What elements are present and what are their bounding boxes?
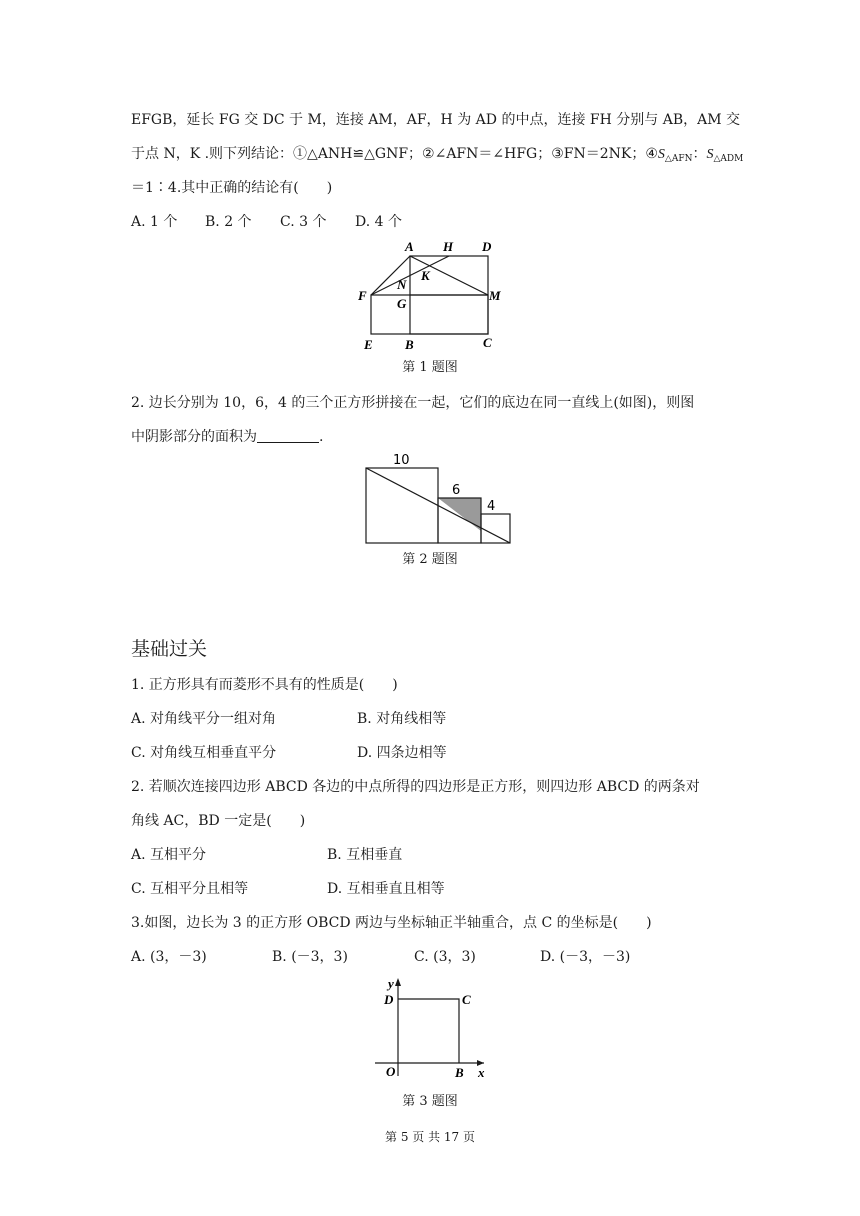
area-sub1: △AFN xyxy=(664,154,693,164)
fig1-label-g: G xyxy=(397,296,407,311)
area-s2: S xyxy=(706,147,714,162)
q1-top-line-2-text: 于点 N，K .则下列结论：①△ANH≌△GNF；②∠AFN＝∠HFG；③FN＝2NK；④ xyxy=(131,146,658,162)
b1-option-a: A. 对角线平分一组对角 xyxy=(131,711,277,727)
fig2-square-4 xyxy=(481,514,510,543)
q2-top-line-1: 2. 边长分别为 10，6，4 的三个正方形拼接在一起，它们的底边在同一直线上(如图)，则图 xyxy=(131,395,695,411)
b2-option-b: B. 互相垂直 xyxy=(327,847,403,863)
b1-stem: 1. 正方形具有而菱形不具有的性质是( ) xyxy=(131,677,398,693)
q1-top-option-d: D. 4 个 xyxy=(355,214,402,230)
fig2-label-6: 6 xyxy=(452,483,461,498)
fig1-label-c: C xyxy=(483,335,492,350)
fig1-label-a: A xyxy=(405,239,414,254)
section-title: 基础过关 xyxy=(131,638,208,660)
figure-3-coordinate-square xyxy=(370,972,490,1084)
page-footer: 第 5 页 共 17 页 xyxy=(385,1130,475,1144)
fig3-caption: 第 3 题图 xyxy=(402,1094,458,1109)
fig1-label-n: N xyxy=(397,277,407,292)
q1-top-line-1: EFGB，延长 FG 交 DC 于 M，连接 AM，AF，H 为 AD 的中点，连接 FH 分别与 AB，AM 交 xyxy=(131,112,741,128)
figure-2-squares xyxy=(358,450,518,546)
q1-top-option-a: A. 1 个 xyxy=(131,214,178,230)
figure-1-geometry xyxy=(350,236,520,354)
q1-top-option-b: B. 2 个 xyxy=(205,214,252,230)
q1-top-line-3: ＝1∶4.其中正确的结论有( ) xyxy=(131,180,333,196)
area-sub2: △ADM xyxy=(713,154,744,164)
fig2-label-4: 4 xyxy=(487,499,496,514)
fig1-label-e: E xyxy=(364,337,373,352)
b3-stem: 3.如图，边长为 3 的正方形 OBCD 两边与坐标轴正半轴重合，点 C 的坐标是( ) xyxy=(131,915,652,931)
b3-option-a: A. (3，－3) xyxy=(131,949,207,965)
answer-blank[interactable] xyxy=(257,428,319,443)
b1-option-d: D. 四条边相等 xyxy=(357,745,447,761)
b2-line-2: 角线 AC，BD 一定是( ) xyxy=(131,813,306,829)
fig2-shaded-region xyxy=(438,498,481,531)
b3-option-d: D. (－3，－3) xyxy=(540,949,631,965)
q2-top-line-2-text: 中阴影部分的面积为 xyxy=(131,429,257,445)
fig3-label-x: x xyxy=(478,1065,485,1080)
fig1-label-d: D xyxy=(482,239,492,254)
fig3-label-b: B xyxy=(455,1065,464,1080)
fig3-y-arrow-icon xyxy=(395,978,401,986)
q2-top-line-2-end: . xyxy=(319,429,324,445)
area-colon: ： xyxy=(692,146,707,162)
q2-top-line-2 xyxy=(131,427,323,447)
fig3-square-edges xyxy=(398,999,459,1063)
b2-option-c: C. 互相平分且相等 xyxy=(131,881,249,897)
fig1-label-f: F xyxy=(358,288,367,303)
b1-option-b: B. 对角线相等 xyxy=(357,711,447,727)
b1-option-c: C. 对角线互相垂直平分 xyxy=(131,745,277,761)
fig2-label-10: 10 xyxy=(393,453,410,468)
fig1-label-h: H xyxy=(443,239,454,254)
fig3-label-c: C xyxy=(462,992,471,1007)
b3-option-b: B. (－3，3) xyxy=(272,949,348,965)
q1-top-line-2 xyxy=(131,144,743,169)
area-s1: S xyxy=(657,147,665,162)
b2-line-1: 2. 若顺次连接四边形 ABCD 各边的中点所得的四边形是正方形，则四边形 ABCD 的两条对 xyxy=(131,779,700,795)
fig3-label-o: O xyxy=(386,1064,396,1079)
fig1-label-k: K xyxy=(421,268,430,283)
b2-option-d: D. 互相垂直且相等 xyxy=(327,881,445,897)
fig1-label-b: B xyxy=(405,337,414,352)
fig1-caption: 第 1 题图 xyxy=(402,360,458,375)
fig2-square-10 xyxy=(366,468,438,543)
b2-option-a: A. 互相平分 xyxy=(131,847,207,863)
q1-top-option-c: C. 3 个 xyxy=(280,214,327,230)
fig1-rect-efgb xyxy=(371,295,488,334)
fig1-label-m: M xyxy=(489,288,501,303)
fig2-caption: 第 2 题图 xyxy=(402,552,458,567)
fig3-label-y: y xyxy=(388,976,394,991)
b3-option-c: C. (3，3) xyxy=(414,949,476,965)
fig3-label-d: D xyxy=(384,992,394,1007)
